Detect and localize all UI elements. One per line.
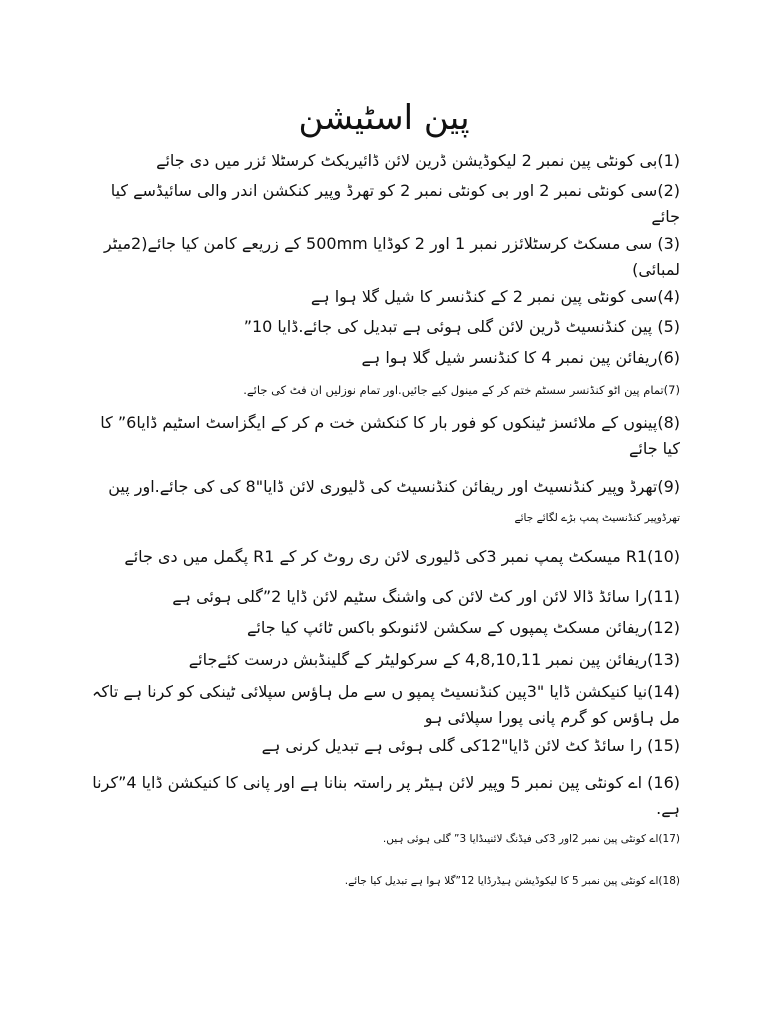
page-title: پین اسٹیشن [298, 98, 470, 138]
item-4: (4)سی کونٹی پین نمبر 2 کے کنڈنسر کا شیل گلا ہوا ہے [310, 287, 680, 306]
item-3: (3) سی مسکٹ کرسٹلائزر نمبر 1 اور 2 کوڈایا 500mm کے زریعے کامن کیا جائے(2میٹر لمبائی) [103, 234, 680, 279]
item-10: R1(10) میسکٹ پمپ نمبر 3کی ڈلیوری لائن ری روٹ کر کے R1 پگمل میں دی جائے [124, 547, 680, 566]
item-1: (1)بی کونٹی پین نمبر 2 لیکوڈیشن ڈرین لائن ڈائیریکٹ کرسٹلا ئزر میں دی جائے [156, 151, 680, 170]
item-6: (6)ریفائن پین نمبر 4 کا کنڈنسر شیل گلا ہوا ہے [361, 348, 680, 367]
item-5: (5) پین کنڈنسیٹ ڈرین لائن گلی ہوئی ہے تبدیل کی جائے.ڈایا 10” [243, 317, 680, 336]
item-9: (9)تھرڈ وپیر کنڈنسیٹ اور ریفائن کنڈنسیٹ کی ڈلیوری لائن ڈایا"8 کی کی جائے.اور پین [108, 477, 680, 496]
item-7: (7)تمام پین اٹو کنڈنسر سسٹم ختم کر کے مینول کیے جائیں.اور تمام نوزلیں ان فٹ کی جائے. [243, 383, 680, 397]
item-16: (16) اے کونٹی پین نمبر 5 وپیر لائن ہیٹر پر راستہ بنانا ہے اور پانی کا کنیکشن ڈایا 4”کرنا ہے. [92, 773, 680, 818]
item-15: (15) را سائڈ کٹ لائن ڈایا"12کی گلی ہوئی ہے تبدیل کرنی ہے [261, 736, 680, 755]
item-8: (8)پینوں کے ملائسز ٹینکوں کو فور بار کا کنکشن خت م کر کے ایگزاسٹ اسٹیم ڈایا6” کا کیا جائے [100, 413, 680, 458]
item-17: (17)اے کونٹی پین نمبر 2اور 3کی فیڈنگ لائنیںڈایا 3” گلی ہوئی ہیں. [382, 833, 680, 845]
item-14: (14)نیا کنیکشن ڈایا "3پین کنڈنسیٹ پمپو ں سے مل ہاؤس سپلائی ٹینکی کو کرنا ہے تاکہ مل ہاؤس کو گرم پانی پورا سپلائی ہو [92, 682, 680, 727]
item-9-continued: تھرڈوپیر کنڈنسیٹ پمپ بڑے لگائے جائے [514, 512, 680, 524]
item-13: (13)ریفائن پین نمبر 4,8,10,11 کے سرکولیٹر کے گلینڈبش درست کئےجائے [188, 650, 680, 669]
item-11: (11)را سائڈ ڈالا لائن اور کٹ لائن کی واشنگ سٹیم لائن ڈایا 2”گلی ہوئی ہے [172, 587, 680, 606]
item-2: (2)سی کونٹی نمبر 2 اور بی کونٹی نمبر 2 کو تھرڈ وپیر کنکشن اندر والی سائیڈسے کیا جائے [110, 181, 680, 226]
item-12: (12)ریفائن مسکٹ پمپوں کے سکشن لائنوںکو باکس ٹائپ کیا جائے [246, 618, 680, 637]
item-18: (18)اے کونٹی پین نمبر 5 کا لیکوڈیشن ہیڈرڈایا 12”گلا ہوا ہے تبدیل کیا جائے. [344, 875, 680, 887]
